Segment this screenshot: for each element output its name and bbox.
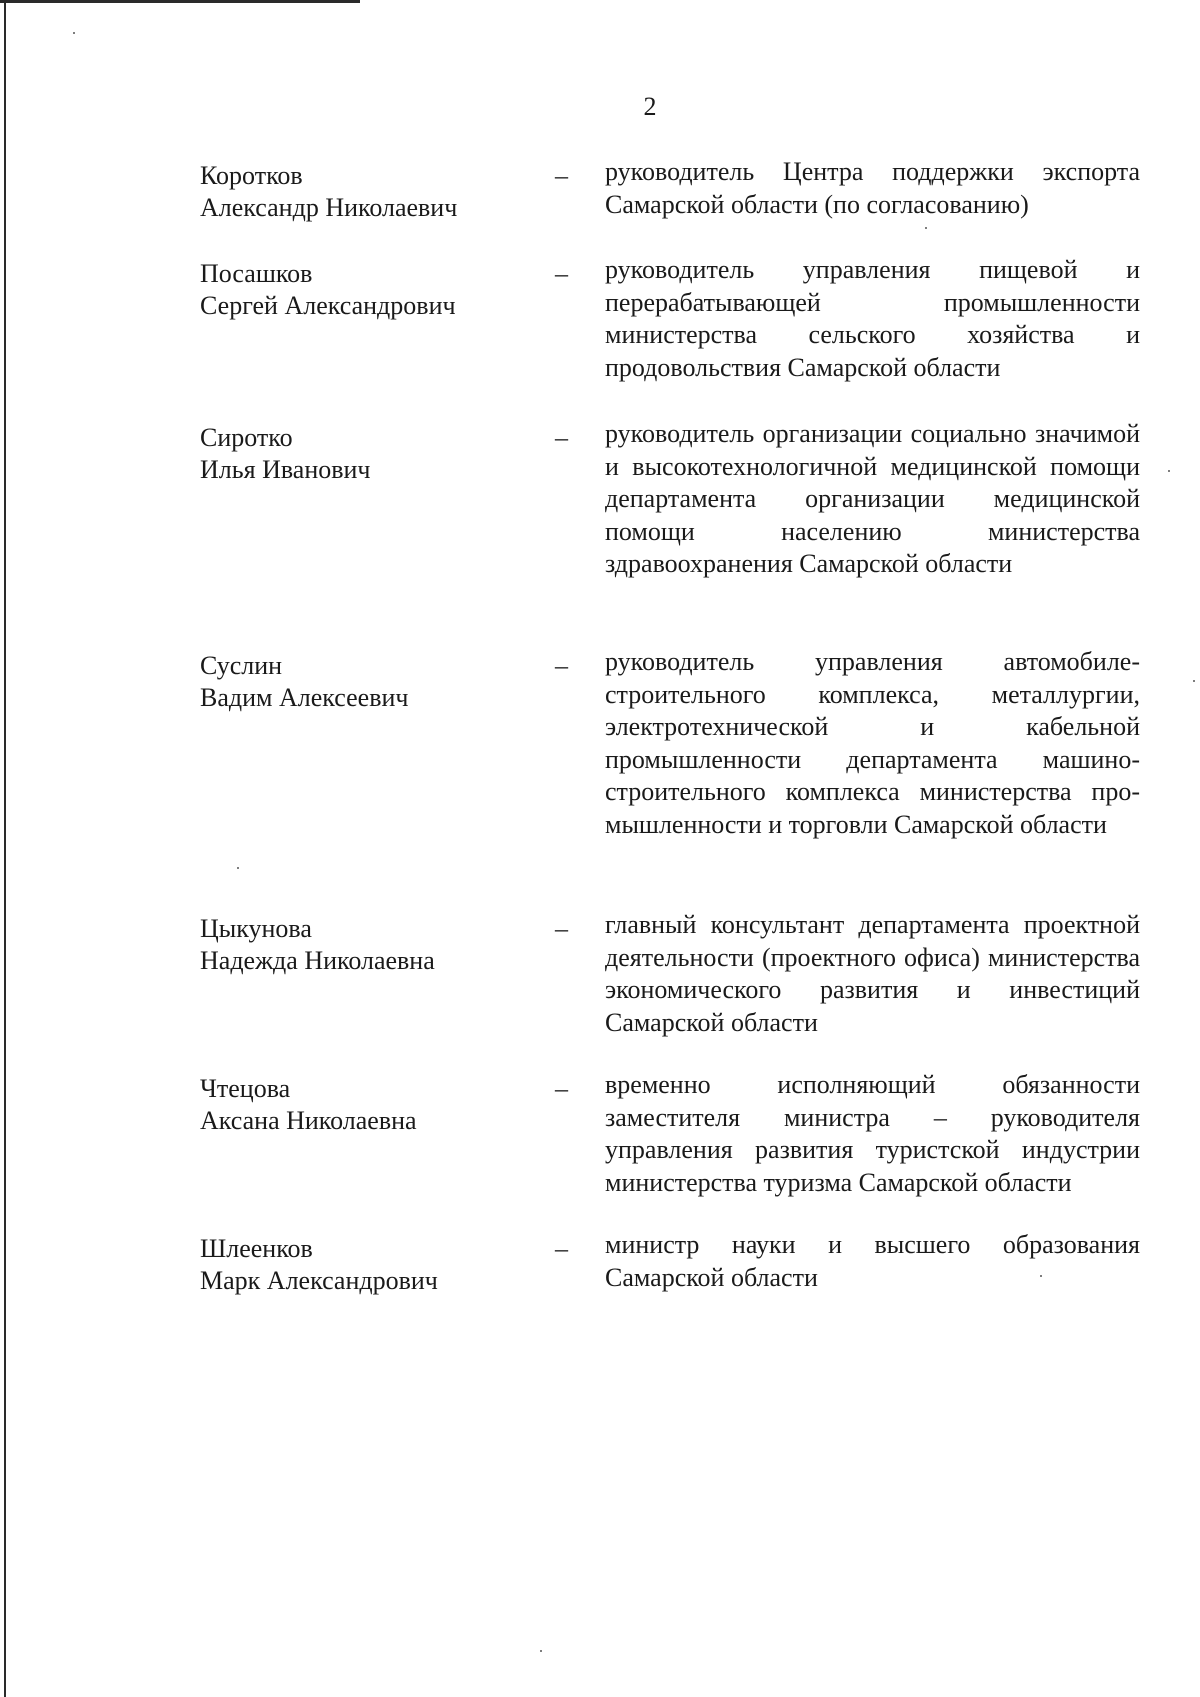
- separator-dash: –: [555, 259, 568, 288]
- separator-dash: –: [555, 423, 568, 452]
- person-position: руководитель управления автомобиле-строительного комплекса, металлургии, электротехнической и кабельной промышленности департамента машино-строительного комплекса министерства про-мышленности и торговли Самарской области: [605, 647, 1140, 839]
- person-position: руководитель управления пищевой и перерабатывающей промышленности министерства сельского хозяйства и продовольствия Самарской области: [605, 255, 1140, 382]
- separator-dash: –: [555, 161, 568, 190]
- scan-noise: [1168, 470, 1170, 472]
- person-given-names: Аксана Николаевна: [200, 1106, 417, 1135]
- person-surname: Посашков: [200, 259, 313, 288]
- person-position: главный консультант департамента проектной деятельности (проектного офиса) министерства экономического развития и инвестиций Самарской области: [605, 910, 1140, 1037]
- person-given-names: Надежда Николаевна: [200, 946, 435, 975]
- person-given-names: Вадим Алексеевич: [200, 683, 409, 712]
- person-position: временно исполняющий обязанности заместителя министра – руководителя управления развития туристской индустрии министерства туризма Самарской области: [605, 1070, 1140, 1197]
- scan-border-left: [4, 0, 6, 1697]
- person-name: [200, 1233, 530, 1297]
- person-surname: Чтецова: [200, 1074, 291, 1103]
- separator-dash: –: [555, 1234, 568, 1263]
- scan-noise: [73, 32, 75, 34]
- person-position: руководитель Центра поддержки экспорта Самарской области (по согласованию): [605, 157, 1140, 219]
- page-number: 2: [643, 92, 657, 121]
- separator-dash: –: [555, 651, 568, 680]
- person-name: [200, 913, 530, 977]
- person-position: министр науки и высшего образования Самарской области: [605, 1230, 1140, 1292]
- separator-dash: –: [555, 1074, 568, 1103]
- person-surname: Сиротко: [200, 423, 293, 452]
- person-name: [200, 650, 530, 714]
- separator-dash: –: [555, 914, 568, 943]
- person-given-names: Александр Николаевич: [200, 193, 458, 222]
- person-name: [200, 422, 530, 486]
- scan-noise: [1193, 680, 1195, 682]
- person-name: [200, 160, 530, 224]
- scan-noise: [925, 227, 927, 229]
- person-surname: Цыкунова: [200, 914, 312, 943]
- person-given-names: Марк Александрович: [200, 1266, 438, 1295]
- person-surname: Коротков: [200, 161, 303, 190]
- scan-noise: [540, 1650, 542, 1652]
- scan-border-top: [0, 0, 360, 3]
- person-given-names: Сергей Александрович: [200, 291, 456, 320]
- scan-noise: [1040, 1275, 1042, 1277]
- person-name: [200, 1073, 530, 1137]
- person-surname: Суслин: [200, 651, 283, 680]
- scan-noise: [237, 867, 239, 869]
- person-name: [200, 258, 530, 322]
- person-given-names: Илья Иванович: [200, 455, 371, 484]
- person-surname: Шлеенков: [200, 1234, 313, 1263]
- person-position: руководитель организации социально значимой и высокотехнологичной медицинской помощи департамента организации медицинской помощи населению министерства здравоохранения Самарской области: [605, 419, 1140, 578]
